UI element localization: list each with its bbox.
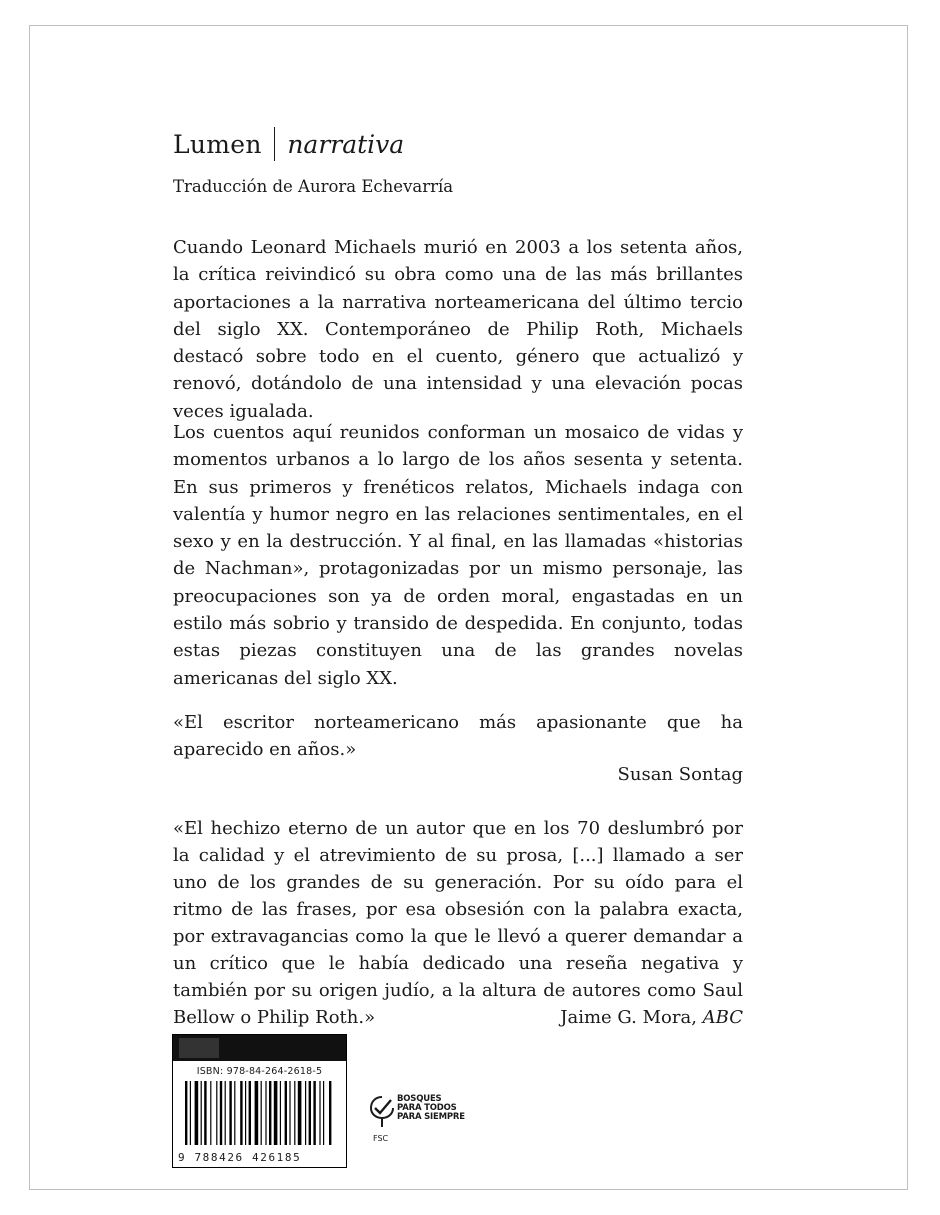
publisher-name: Lumen [173, 129, 262, 159]
review-quote-1: «El escritor norteamericano más apasionante que ha aparecido en años.» [173, 712, 743, 760]
isbn-barcode [172, 1034, 347, 1168]
review-author-1: Susan Sontag [617, 764, 743, 785]
fsc-slogan: BOSQUES PARA TODOS PARA SIEMPRE [397, 1094, 465, 1122]
barcode-digits: 9 788426 426185 [178, 1151, 302, 1164]
blurb-paragraph-1: Cuando Leonard Michaels murió en 2003 a los setenta años, la crítica reivindicó su obra como una de las más brillantes aportaciones a la narrativa norteamericana del último tercio del siglo XX. Contemporáneo de Philip Roth, Michaels destacó sobre todo en el cuento, género que actualizó y renovó, dotándolo de una intensidad y una elevación pocas veces igualada. [173, 237, 743, 422]
review-source: ABC [702, 1007, 743, 1028]
barcode-bars [185, 1081, 335, 1145]
review-quote-2: «El hechizo eterno de un autor que en los 70 deslumbró por la calidad y el atrevimiento de su prosa, [...] llamado a ser uno de los grandes de su generación. Por su oído para el ritmo de las frases, por esa obsesión con la palabra exacta, por extravagancias como la que le llevó a querer demandar a un crítico que le había dedicado una reseña negativa y también por su origen judío, a la altura de autores como Saul Bellow o Philip Roth.» [173, 818, 743, 1028]
publisher-brand [173, 126, 404, 162]
review-author-2: Jaime G. Mora, ABC [560, 1007, 743, 1028]
series-name: narrativa [287, 129, 405, 159]
brand-divider [274, 127, 276, 161]
fsc-label: FSC [373, 1134, 389, 1143]
fsc-tree-check-icon [367, 1094, 397, 1134]
translator-credit: Traducción de Aurora Echevarría [173, 177, 454, 196]
isbn-label: ISBN: 978-84-264-2618-5 [196, 1066, 323, 1077]
barcode-header-band [173, 1035, 346, 1061]
blurb-paragraph-2: Los cuentos aquí reunidos conforman un mosaico de vidas y momentos urbanos a lo largo de los años sesenta y setenta. En sus primeros y frenéticos relatos, Michaels indaga con valentía y humor negro en las relaciones sentimentales, en el sexo y en la destrucción. Y al final, en las llamadas «historias de Nachman», protagonizadas por un mismo personaje, las preocupaciones son ya de orden moral, engastadas en un estilo más sobrio y transido de despedida. En conjunto, todas estas piezas constituyen una de las grandes novelas americanas del siglo XX. [173, 422, 743, 689]
fsc-logo [367, 1094, 497, 1150]
